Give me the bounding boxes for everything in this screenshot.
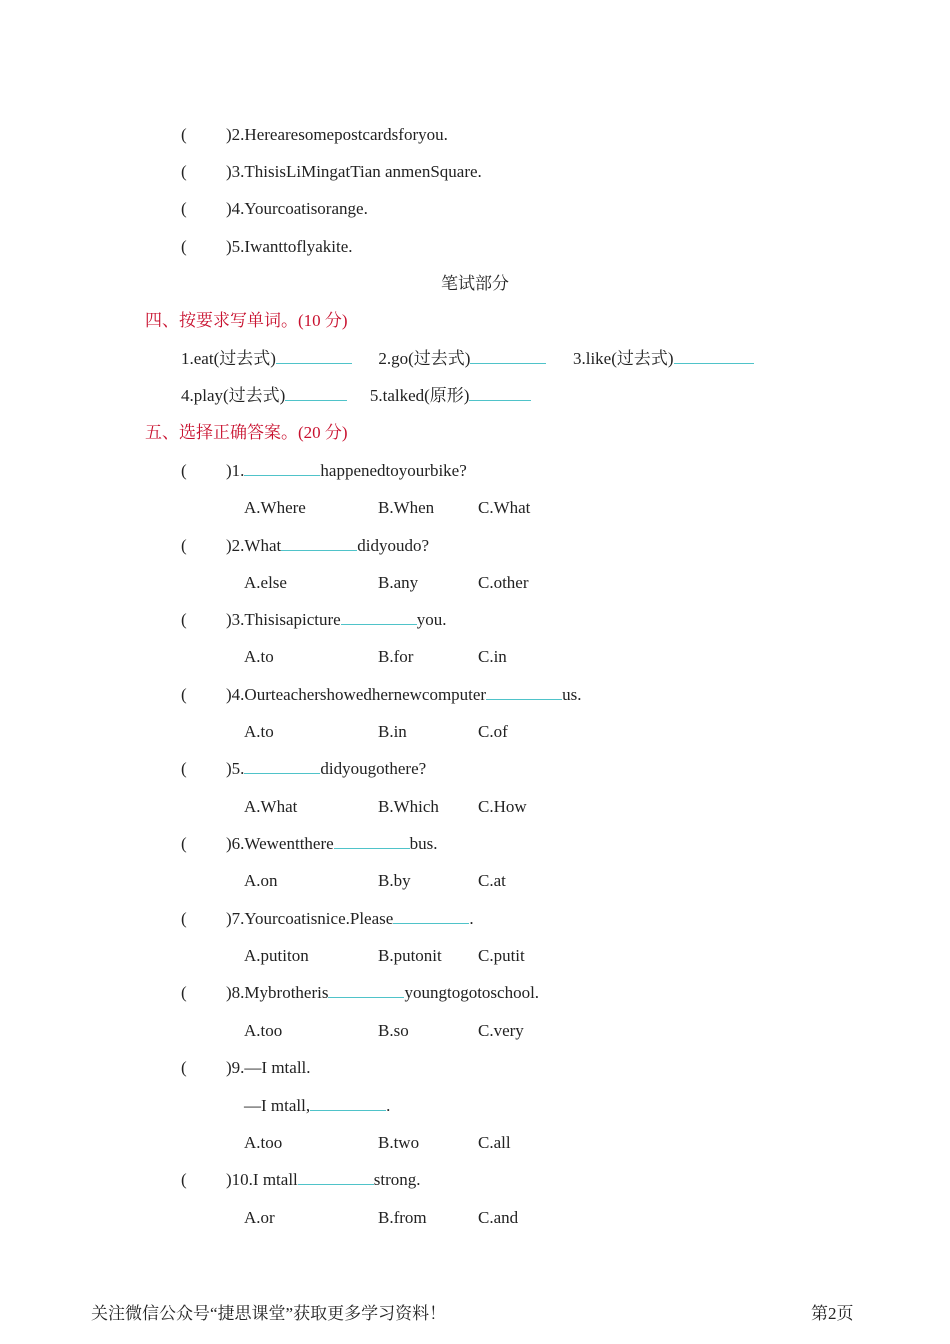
answer-blank[interactable] xyxy=(285,386,347,401)
option-b[interactable]: B.from xyxy=(378,1208,427,1227)
answer-blank[interactable] xyxy=(298,1170,374,1185)
option-a[interactable]: A.too xyxy=(244,1021,283,1040)
answer-blank[interactable] xyxy=(281,536,357,551)
option-b[interactable]: B.for xyxy=(378,647,414,666)
answer-paren-open[interactable]: ( xyxy=(181,237,187,256)
written-part-title: 笔试部分 xyxy=(441,274,509,293)
section4-row1 xyxy=(181,348,754,370)
answer-paren-open[interactable]: ( xyxy=(181,1170,187,1189)
option-c[interactable]: C.very xyxy=(478,1021,524,1040)
section4-heading: 四、按要求写单词。(10 分) xyxy=(145,311,348,330)
answer-paren-open[interactable]: ( xyxy=(181,685,187,704)
page-number: 第2页 xyxy=(811,1304,854,1323)
word-prompt: 3.like(过去式) xyxy=(572,349,674,368)
option-c[interactable]: C.of xyxy=(478,722,508,741)
question-9-line2: —I mtall, . xyxy=(244,1096,391,1115)
option-c[interactable]: C.and xyxy=(478,1208,519,1227)
word-prompt: 2.go(过去式) xyxy=(378,349,471,368)
answer-blank[interactable] xyxy=(341,610,417,625)
answer-paren-open[interactable]: ( xyxy=(181,199,187,218)
option-b[interactable]: B.by xyxy=(378,871,411,890)
answer-blank[interactable] xyxy=(469,386,531,401)
answer-blank[interactable] xyxy=(470,349,546,364)
section5-heading: 五、选择正确答案。(20 分) xyxy=(145,423,348,442)
option-a[interactable]: A.putiton xyxy=(244,946,309,965)
option-a[interactable]: A.too xyxy=(244,1133,283,1152)
item-text: 4.Yourcoatisorange. xyxy=(231,199,368,218)
option-a[interactable]: A.to xyxy=(244,647,274,666)
item-text: 2.Herearesomepostcardsforyou. xyxy=(231,125,448,144)
answer-paren-open[interactable]: ( xyxy=(181,162,187,181)
option-a[interactable]: A.Where xyxy=(244,498,306,517)
option-a[interactable]: A.else xyxy=(244,573,287,592)
option-c[interactable]: C.putit xyxy=(478,946,525,965)
answer-paren-open[interactable]: ( xyxy=(181,536,187,555)
answer-blank[interactable] xyxy=(486,685,562,700)
footer-note: 关注微信公众号“捷思课堂”获取更多学习资料！ xyxy=(91,1304,447,1323)
option-b[interactable]: B.two xyxy=(378,1133,420,1152)
answer-paren-open[interactable]: ( xyxy=(181,834,187,853)
answer-blank[interactable] xyxy=(244,759,320,774)
answer-blank[interactable] xyxy=(334,834,410,849)
answer-blank[interactable] xyxy=(393,909,469,924)
answer-paren-open[interactable]: ( xyxy=(181,1058,187,1077)
word-prompt: 1.eat(过去式) xyxy=(181,349,276,368)
answer-paren-open[interactable]: ( xyxy=(181,983,187,1002)
option-b[interactable]: B.so xyxy=(378,1021,409,1040)
option-a[interactable]: A.What xyxy=(244,797,298,816)
word-prompt: 5.talked(原形) xyxy=(369,386,470,405)
option-b[interactable]: B.When xyxy=(378,498,435,517)
option-b[interactable]: B.in xyxy=(378,722,407,741)
option-b[interactable]: B.putonit xyxy=(378,946,442,965)
item-text: 3.ThisisLiMingatTian anmenSquare. xyxy=(231,162,482,181)
option-a[interactable]: A.to xyxy=(244,722,274,741)
option-a[interactable]: A.on xyxy=(244,871,278,890)
answer-paren-open[interactable]: ( xyxy=(181,759,187,778)
answer-blank[interactable] xyxy=(244,461,320,476)
answer-paren-open[interactable]: ( xyxy=(181,125,187,144)
option-b[interactable]: B.any xyxy=(378,573,419,592)
answer-blank[interactable] xyxy=(328,983,404,998)
option-c[interactable]: C.in xyxy=(478,647,507,666)
option-c[interactable]: C.all xyxy=(478,1133,511,1152)
word-prompt: 4.play(过去式) xyxy=(181,386,286,405)
option-b[interactable]: B.Which xyxy=(378,797,439,816)
section4-row2 xyxy=(181,385,531,407)
answer-blank[interactable] xyxy=(276,349,352,364)
answer-paren-open[interactable]: ( xyxy=(181,909,187,928)
option-c[interactable]: C.other xyxy=(478,573,529,592)
answer-paren-open[interactable]: ( xyxy=(181,461,187,480)
option-c[interactable]: C.What xyxy=(478,498,531,517)
option-a[interactable]: A.or xyxy=(244,1208,275,1227)
option-c[interactable]: C.at xyxy=(478,871,506,890)
item-text: 5.Iwanttoflyakite. xyxy=(231,237,353,256)
answer-blank[interactable] xyxy=(674,349,754,364)
answer-paren-open[interactable]: ( xyxy=(181,610,187,629)
option-c[interactable]: C.How xyxy=(478,797,527,816)
answer-blank[interactable] xyxy=(310,1096,386,1111)
